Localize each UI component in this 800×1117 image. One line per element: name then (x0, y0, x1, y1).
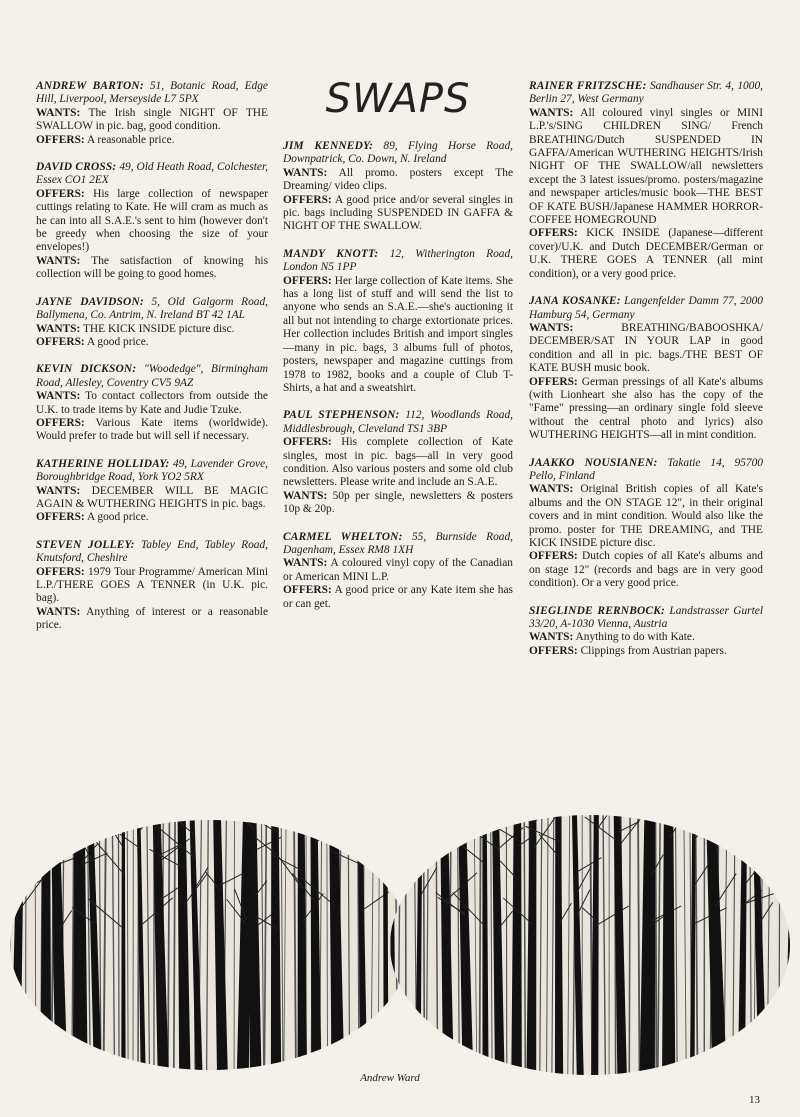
entry-text: German pressings of all Kate's albums (with Lionheart she also has the copy of the "Fame" pressing—an ordinary single fold sleeve without the central photo and lyrics) also WUTHERING HEIGHTS—all in mint condition. (529, 375, 763, 442)
entry-text: A good price and/or several singles in pic. bags including SUSPENDED IN GAFFA & NIGHT OF THE SWALLOW. (283, 193, 513, 233)
member-name: SIEGLINDE RERNBOCK: (529, 604, 666, 617)
entry-heading (283, 409, 513, 436)
swap-entry (36, 296, 268, 350)
swap-entry (36, 539, 268, 633)
entry-line (529, 550, 763, 590)
swap-entry (36, 161, 268, 282)
entry-heading (36, 458, 268, 485)
member-name: KATHERINE HOLLIDAY: (36, 457, 170, 470)
entry-heading (529, 457, 763, 484)
swap-entry (36, 363, 268, 443)
entry-heading (283, 140, 513, 167)
entry-text: Various Kate items (worldwide). Would prefer to trade but will sell if necessary. (36, 416, 268, 443)
swap-entry (283, 140, 513, 234)
entry-label: WANTS: (283, 489, 328, 502)
entry-label: WANTS: (529, 483, 574, 496)
member-name: MANDY KNOTT: (283, 247, 379, 260)
member-address: Sandhauser Str. 4, 1000, Berlin 27, West Germany (529, 80, 763, 106)
page-number: 13 (749, 1094, 760, 1106)
entry-label: WANTS: (529, 106, 574, 119)
entry-line (36, 336, 268, 349)
tree-grove (376, 805, 800, 1075)
member-name: PAUL STEPHENSON: (283, 409, 400, 422)
entry-text: Anything of interest or a reasonable price. (36, 605, 268, 632)
member-address: 89, Flying Horse Road, Downpatrick, Co. Down, N. Ireland (283, 140, 513, 166)
swap-entry (529, 605, 763, 659)
entry-line (529, 645, 763, 658)
illustration-credit: Andrew Ward (360, 1072, 420, 1084)
member-address: 49, Lavender Grove, Boroughbridge Road, York YO2 5RX (36, 457, 268, 484)
entry-label: WANTS: (529, 321, 574, 334)
entry-text: 50p per single, newsletters & posters 10p & 20p. (283, 489, 513, 516)
entry-line (36, 255, 268, 282)
entry-line (529, 107, 763, 228)
member-address: Takatie 14, 95700 Pello, Finland (529, 456, 763, 482)
entry-label: WANTS: (283, 557, 328, 570)
entry-text: A good price. (84, 511, 149, 524)
entry-heading (36, 363, 268, 390)
entry-line (36, 323, 268, 336)
entry-label: WANTS: (36, 390, 81, 403)
entry-heading (529, 295, 763, 322)
entry-heading (529, 605, 763, 632)
member-name: STEVEN JOLLEY: (36, 538, 135, 551)
entry-label: OFFERS: (36, 511, 85, 524)
entry-line (36, 417, 268, 444)
member-address: "Woodedge", Birmingham Road, Allesley, Coventry CV5 9AZ (36, 363, 268, 389)
member-name: ANDREW BARTON: (36, 80, 144, 92)
member-name: KEVIN DICKSON: (36, 363, 137, 376)
entry-heading (36, 80, 268, 107)
entry-line (36, 188, 268, 255)
entry-text: Her large collection of Kate items. She has a long list of stuff and will send the list to anyone who sends an S.A.E.—she's auctioning it all but not intending to charge extortionate prices. Her collection includes British and import singles—many in pic. bags, 3 albums full of photos, posters, newspaper and magazine cuttings from 1978 to 1982, books and a couple of Club T-Shirts, a hat and a sweatshirt. (283, 274, 513, 394)
member-address: 12, Witherington Road, London N5 1PP (283, 247, 514, 274)
member-address: 55, Burnside Road, Dagenham, Essex RM8 1XH (283, 530, 513, 556)
entry-text: A good price or any Kate item she has or can get. (283, 584, 513, 610)
entry-text: Original British copies of all Kate's albums and the ON STAGE 12", in their original covers and in mint condition. Would also like the promo. poster for THE DREAMING, and THE KICK INSIDE picture disc. (529, 483, 763, 549)
entry-label: OFFERS: (283, 193, 332, 206)
entry-text: DECEMBER WILL BE MAGIC AGAIN & WUTHERING HEIGHTS in pic. bags. (36, 484, 268, 510)
entry-label: WANTS: (36, 484, 81, 497)
member-name: JAAKKO NOUSIANEN: (529, 456, 658, 469)
entry-label: OFFERS: (36, 416, 85, 429)
entry-text: Anything to do with Kate. (573, 631, 695, 644)
entry-heading (283, 531, 513, 558)
swap-entry (529, 457, 763, 591)
entry-text: Clippings from Austrian papers. (577, 644, 727, 657)
swap-entry (283, 531, 513, 611)
entry-line (283, 436, 513, 490)
entry-label: OFFERS: (529, 644, 578, 657)
member-name: JAYNE DAVIDSON: (36, 295, 144, 308)
entry-label: WANTS: (36, 322, 81, 335)
entry-line (529, 322, 763, 376)
entry-text: To contact collectors from outside the U.K. to trade items by Kate and Judie Tzuke. (36, 390, 268, 416)
entry-label: OFFERS: (36, 187, 85, 200)
entry-label: OFFERS: (283, 436, 332, 449)
member-name: JIM KENNEDY: (283, 140, 374, 152)
entry-heading (36, 539, 268, 566)
entry-label: OFFERS: (529, 375, 578, 388)
entry-text: THE KICK INSIDE picture disc. (80, 322, 235, 335)
entry-text: His complete collection of Kate singles, most in pic. bags—all in very good condition. Also various posters and some old club newsletters. Please write and include an S.A.E. (283, 436, 513, 489)
member-address: 5, Old Galgorm Road, Ballymena, Co. Antrim, N. Ireland BT 42 1AL (36, 295, 268, 322)
entry-label: OFFERS: (283, 274, 332, 287)
entry-line (283, 584, 513, 611)
swap-entry (36, 458, 268, 525)
entry-line (283, 194, 513, 234)
entry-heading (283, 248, 513, 275)
member-address: 49, Old Heath Road, Colchester, Essex CO1 2EX (36, 161, 268, 187)
entry-label: OFFERS: (529, 550, 578, 563)
member-name: JANA KOSANKE: (529, 295, 621, 308)
member-address: Langenfelder Damm 77, 2000 Hamburg 54, Germany (529, 295, 763, 321)
entry-text: BREATHING/BABOOSHKA/ DECEMBER/SAT IN YOUR LAP in good condition and all in pic. bags./THE BEST OF KATE BUSH music book. (529, 321, 763, 375)
entry-line (529, 483, 763, 550)
column-3 (529, 80, 763, 672)
entry-line (36, 485, 268, 512)
entry-line (36, 134, 268, 147)
entry-label: OFFERS: (283, 584, 332, 597)
member-name: RAINER FRITZSCHE: (529, 80, 647, 92)
swap-entry (529, 80, 763, 281)
entry-heading (36, 161, 268, 188)
member-address: Landstrasser Gurtel 33/20, A-1030 Vienna, Austria (529, 604, 763, 631)
entry-label: OFFERS: (36, 133, 85, 146)
entry-text: All promo. posters except The Dreaming/ video clips. (283, 166, 513, 193)
entry-line (283, 167, 513, 194)
entry-text: A coloured vinyl copy of the Canadian or American MINI L.P. (283, 557, 513, 583)
member-address: 112, Woodlands Road, Middlesbrough, Cleveland TS1 3BP (283, 409, 513, 435)
member-name: CARMEL WHELTON: (283, 530, 403, 543)
entry-line (283, 557, 513, 584)
page-title: SWAPS (325, 76, 471, 122)
entry-line (529, 631, 763, 644)
column-1 (36, 80, 268, 647)
entry-line (529, 376, 763, 443)
entry-label: WANTS: (529, 631, 574, 644)
entry-line (36, 606, 268, 633)
entry-label: OFFERS: (36, 565, 85, 578)
member-name: DAVID CROSS: (36, 161, 117, 174)
entry-label: OFFERS: (529, 227, 578, 240)
entry-label: WANTS: (36, 106, 81, 119)
tree-grove (0, 805, 426, 1075)
entry-text: 1979 Tour Programme/ American Mini L.P./THERE GOES A TENNER (in U.K. pic. bag). (36, 565, 268, 605)
entry-line (36, 390, 268, 417)
entry-text: The satisfaction of knowing his collection will be going to good homes. (36, 254, 268, 281)
entry-text: KICK INSIDE (Japanese—different cover)/U.K. and Dutch DECEMBER/German or U.K. THERE GOES A TENNER (all mint condition), or a very good price. (529, 227, 763, 280)
entry-text: A reasonable price. (84, 133, 175, 146)
entry-line (36, 107, 268, 134)
entry-line (529, 227, 763, 281)
member-address: 51, Botanic Road, Edge Hill, Liverpool, Merseyside L7 5PX (36, 80, 268, 106)
entry-label: OFFERS: (36, 335, 85, 348)
entry-heading (529, 80, 763, 107)
swap-entry (283, 248, 513, 395)
entry-heading (36, 296, 268, 323)
entry-text: A good price. (84, 335, 149, 348)
swap-entry (529, 295, 763, 442)
forest-illustration (0, 805, 800, 1075)
entry-label: WANTS: (36, 605, 81, 618)
entry-text: His large collection of newspaper cuttings relating to Kate. He will cram as much as he can into all S.A.E.'s sent to him (however don't be greedy when choosing the size of your envelopes!) (36, 187, 268, 254)
member-address: Tabley End, Tabley Road, Knutsford, Cheshire (36, 538, 268, 565)
entry-label: WANTS: (283, 166, 328, 179)
entry-label: WANTS: (36, 254, 81, 267)
entry-text: Dutch copies of all Kate's albums and on stage 12" (records and bags are in very good condition). Or a very good price. (529, 550, 763, 590)
entry-line (283, 275, 513, 396)
swap-entry (36, 80, 268, 147)
entry-text: All coloured vinyl singles or MINI L.P.'s/SING CHILDREN SING/ French BREATHING/Dutch SUSPENDED IN GAFFA/American WUTHERING HEIGHTS/Irish NIGHT OF THE SWALLOW/all newsletters except the 3 latest issues/promo. posters/magazine and newspaper articles/music book—THE BEST OF KATE BUSH/Japanese HAMMER HORROR-COFFEE HOMEGROUND (529, 106, 763, 227)
entry-line (36, 511, 268, 524)
entry-line (36, 566, 268, 606)
column-2 (283, 140, 513, 625)
swap-entry (283, 409, 513, 516)
entry-line (283, 490, 513, 517)
entry-text: The Irish single NIGHT OF THE SWALLOW in pic. bag, good condition. (36, 106, 268, 133)
